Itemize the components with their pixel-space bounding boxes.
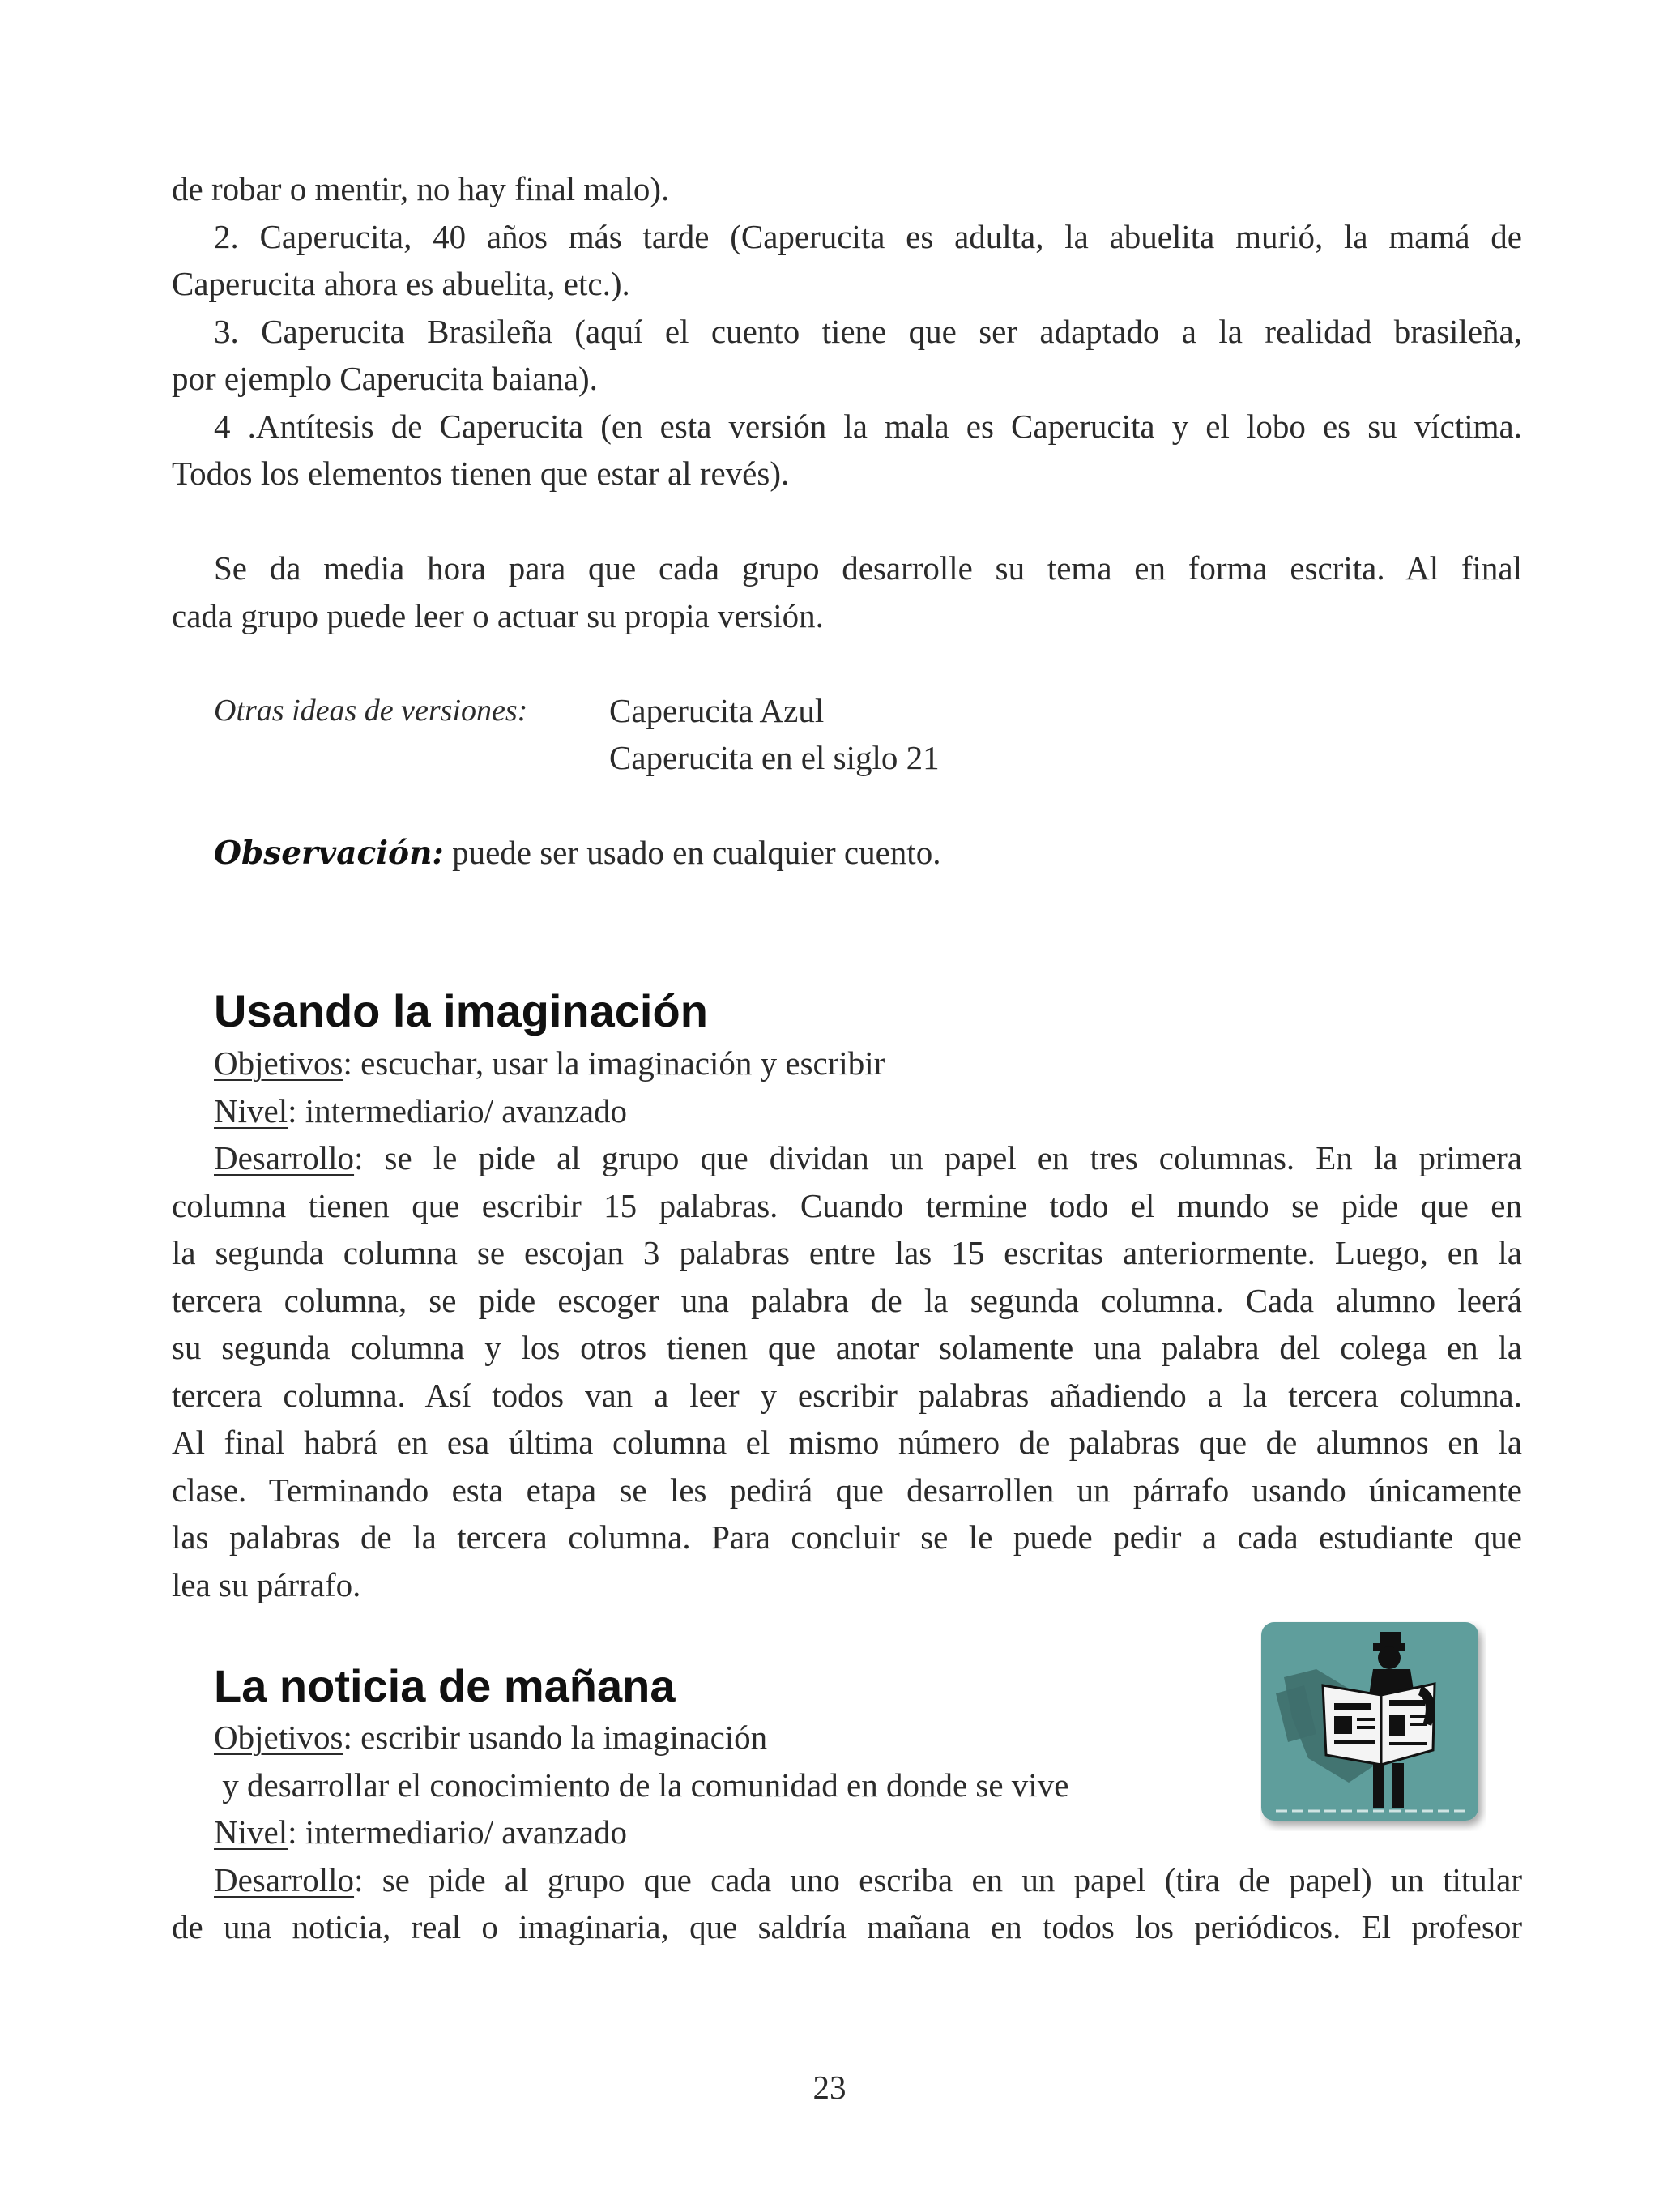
section2-body (172, 1714, 1522, 1951)
section1-body (172, 1040, 1522, 1608)
list-item-2: 2. Caperucita, 40 años más tarde (Caperucita es adulta, la abuelita murió, la mamá de (214, 217, 1522, 255)
desarrollo-text: : se le pide al grupo que dividan un papel en tres columnas. En la primera (354, 1139, 1522, 1176)
desarrollo-text: : se pide al grupo que cada uno escriba en un papel (tira de papel) un titular (354, 1860, 1522, 1898)
objetivos-label: Objetivos (214, 1719, 343, 1756)
idea-item: Caperucita Azul (609, 692, 825, 729)
body-line: de una noticia, real o imaginaria, que saldría mañana en todos los periódicos. El profesor (172, 1908, 1522, 1945)
body-line: lea su párrafo. (172, 1565, 361, 1603)
intro-line: de robar o mentir, no hay final malo). (172, 170, 670, 207)
nivel-label: Nivel (214, 1813, 288, 1851)
ideas-label: Otras ideas de versiones: (214, 694, 528, 728)
observation-label: Observación: (214, 835, 444, 872)
objetivos-cont: y desarrollar el conocimiento de la comunidad en donde se vive (214, 1766, 1069, 1804)
body-line: Al final habrá en esa última columna el mismo número de palabras que de alumnos en la (172, 1424, 1522, 1461)
nivel-text: : intermediario/ avanzado (288, 1091, 628, 1129)
desarrollo-label: Desarrollo (214, 1139, 355, 1176)
body-line: columna tienen que escribir 15 palabras. Cuando termine todo el mundo se pide que en (172, 1186, 1522, 1224)
nivel-line (172, 1808, 1522, 1856)
body-line: su segunda columna y los otros tienen que anotar solamente una palabra del colega en la (172, 1329, 1522, 1366)
intro-paragraph (172, 544, 1522, 639)
list-item-4: 4 .Antítesis de Caperucita (en esta versión la mala es Caperucita y el lobo es su víctima. (214, 407, 1522, 445)
objetivos-text: : escribir usando la imaginación (343, 1719, 768, 1756)
paragraph-line: Se da media hora para que cada grupo desarrolle su tema en forma escrita. Al final (214, 549, 1522, 587)
desarrollo-line (172, 1134, 1522, 1182)
body-line: tercera columna, se pide escoger una palabra de la segunda columna. Cada alumno leerá (172, 1281, 1522, 1319)
body-line: la segunda columna se escojan 3 palabras entre las 15 escritas anteriormente. Luego, en la (172, 1234, 1522, 1271)
observation-line (172, 829, 1522, 878)
objetivos-label: Objetivos (214, 1044, 343, 1082)
objetivos-line (172, 1714, 1522, 1761)
nivel-text: : intermediario/ avanzado (288, 1813, 628, 1851)
list-item-3: 3. Caperucita Brasileña (aquí el cuento tiene que ser adaptado a la realidad brasileña, (214, 312, 1522, 350)
body-line: clase. Terminando esta etapa se les pedirá que desarrollen un párrafo usando únicamente (172, 1471, 1522, 1509)
desarrollo-label: Desarrollo (214, 1860, 355, 1898)
body-line: las palabras de la tercera columna. Para concluir se le puede pedir a cada estudiante que (172, 1518, 1522, 1556)
desarrollo-line (172, 1856, 1522, 1904)
section-title: La noticia de mañana (214, 1660, 676, 1711)
objetivos-text: : escuchar, usar la imaginación y escribir (343, 1044, 885, 1082)
page-number: 23 (812, 2069, 847, 2106)
idea-item: Caperucita en el siglo 21 (609, 739, 940, 776)
nivel-label: Nivel (214, 1091, 288, 1129)
list-item-4-cont: Todos los elementos tienen que estar al revés). (172, 455, 790, 492)
section-title: Usando la imaginación (214, 985, 708, 1036)
list-item-3-cont: por ejemplo Caperucita baiana). (172, 360, 598, 397)
nivel-line (172, 1087, 1522, 1135)
list-item-2-cont: Caperucita ahora es abuelita, etc.). (172, 265, 630, 302)
body-line: tercera columna. Así todos van a leer y escribir palabras añadiendo a la tercera columna. (172, 1376, 1522, 1414)
objetivos-line (172, 1040, 1522, 1087)
intro-block (172, 165, 1522, 497)
observation-text: puede ser usado en cualquier cuento. (452, 834, 941, 871)
paragraph-line: cada grupo puede leer o actuar su propia versión. (172, 596, 824, 634)
